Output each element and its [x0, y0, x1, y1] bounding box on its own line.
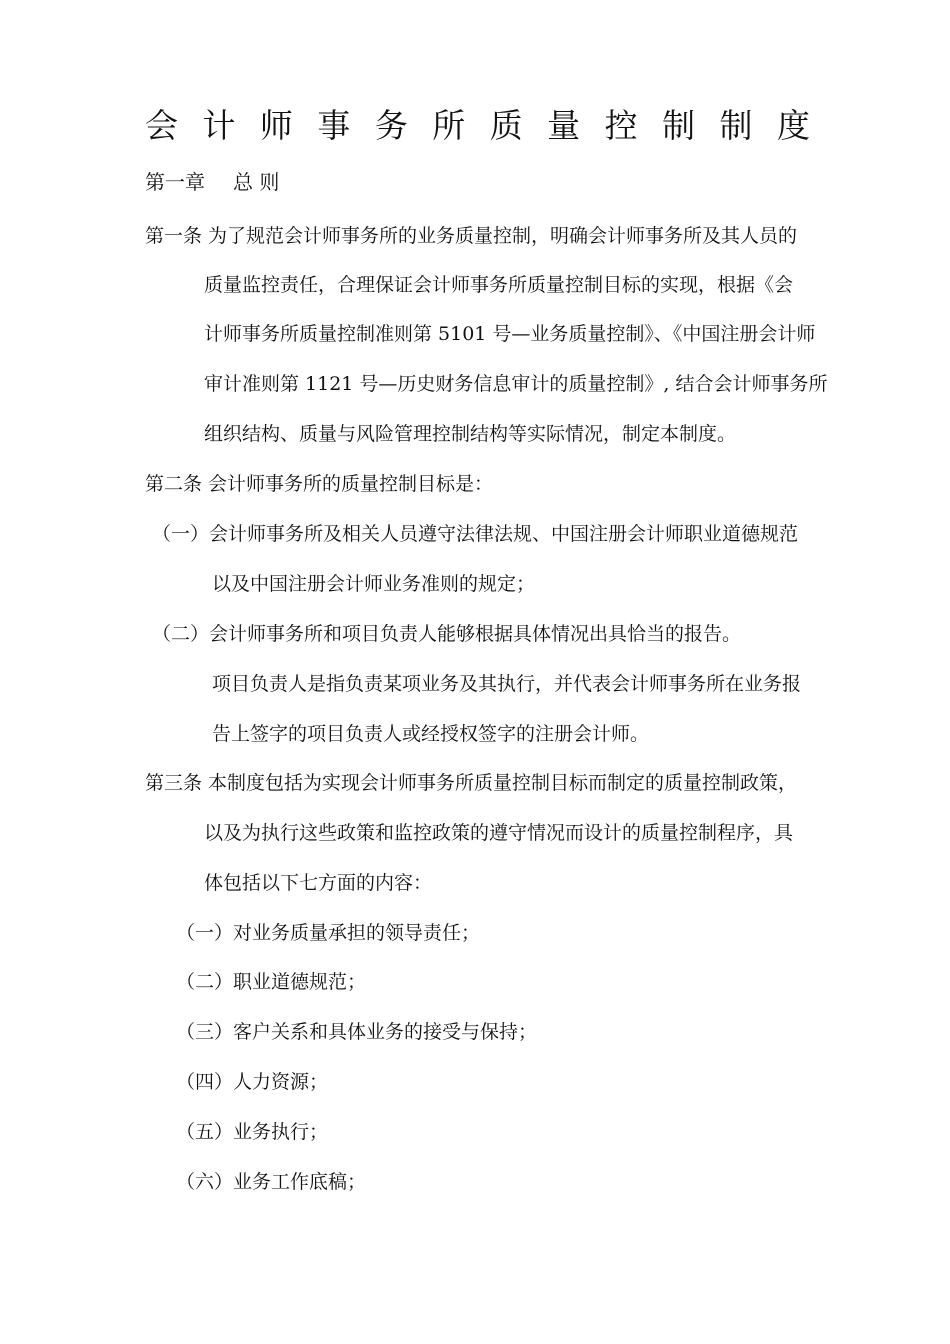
article-2-item: 以及中国注册会计师业务准则的规定；: [212, 573, 536, 595]
title-char: 事: [317, 106, 351, 145]
title-char: 务: [374, 106, 408, 145]
article-3-line: 第三条 本制度包括为实现会计师事务所质量控制目标而制定的质量控制政策，: [145, 772, 798, 794]
article-2-note: 项目负责人是指负责某项业务及其执行，并代表会计师事务所在业务报: [212, 673, 802, 695]
document-title: [145, 104, 810, 148]
title-char: 质: [489, 106, 523, 145]
title-char: 所: [432, 106, 466, 145]
article-3-item: （一）对业务质量承担的领导责任；: [176, 922, 481, 944]
article-3-item: （六）业务工作底稿；: [176, 1171, 367, 1193]
title-char: 度: [776, 106, 810, 145]
chapter-heading: [145, 167, 279, 197]
article-3-line: 体包括以下七方面的内容：: [204, 872, 433, 894]
article-1-line: 组织结构、质量与风险管理控制结构等实际情况，制定本制度。: [204, 423, 737, 445]
article-2-note: 告上签字的项目负责人或经授权签字的注册会计师。: [212, 723, 650, 745]
title-char: 制: [719, 106, 753, 145]
title-char: 量: [547, 106, 581, 145]
article-2-item: （一）会计师事务所及相关人员遵守法律法规、中国注册会计师职业道德规范: [152, 523, 799, 545]
title-char: 会: [145, 106, 178, 145]
article-2-item: （二）会计师事务所和项目负责人能够根据具体情况出具恰当的报告。: [152, 623, 742, 645]
title-char: 制: [662, 106, 696, 145]
chapter-number: 第一章: [145, 170, 205, 194]
article-3-item: （二）职业道德规范；: [176, 971, 367, 993]
title-char: 计: [202, 106, 236, 145]
article-1-line: 计师事务所质量控制准则第 5101 号—业务质量控制》、《中国注册会计师: [204, 323, 816, 345]
article-3-item: （三）客户关系和具体业务的接受与保持；: [176, 1021, 538, 1043]
article-1-line: 质量监控责任，合理保证会计师事务所质量控制目标的实现，根据《会: [204, 274, 794, 296]
article-3-item: （四）人力资源；: [176, 1071, 329, 1093]
article-1-line: 第一条 为了规范会计师事务所的业务质量控制，明确会计师事务所及其人员的: [145, 225, 798, 247]
article-1-line: 审计准则第 1121 号—历史财务信息审计的质量控制》, 结合会计师事务所: [204, 373, 828, 395]
article-3-line: 以及为执行这些政策和监控政策的遵守情况而设计的质量控制程序，具: [204, 822, 794, 844]
title-char: 控: [604, 106, 638, 145]
article-2-line: 第二条 会计师事务所的质量控制目标是：: [145, 473, 494, 495]
article-3-item: （五）业务执行；: [176, 1121, 329, 1143]
chapter-name: 总 则: [233, 170, 280, 194]
title-char: 师: [259, 106, 293, 145]
